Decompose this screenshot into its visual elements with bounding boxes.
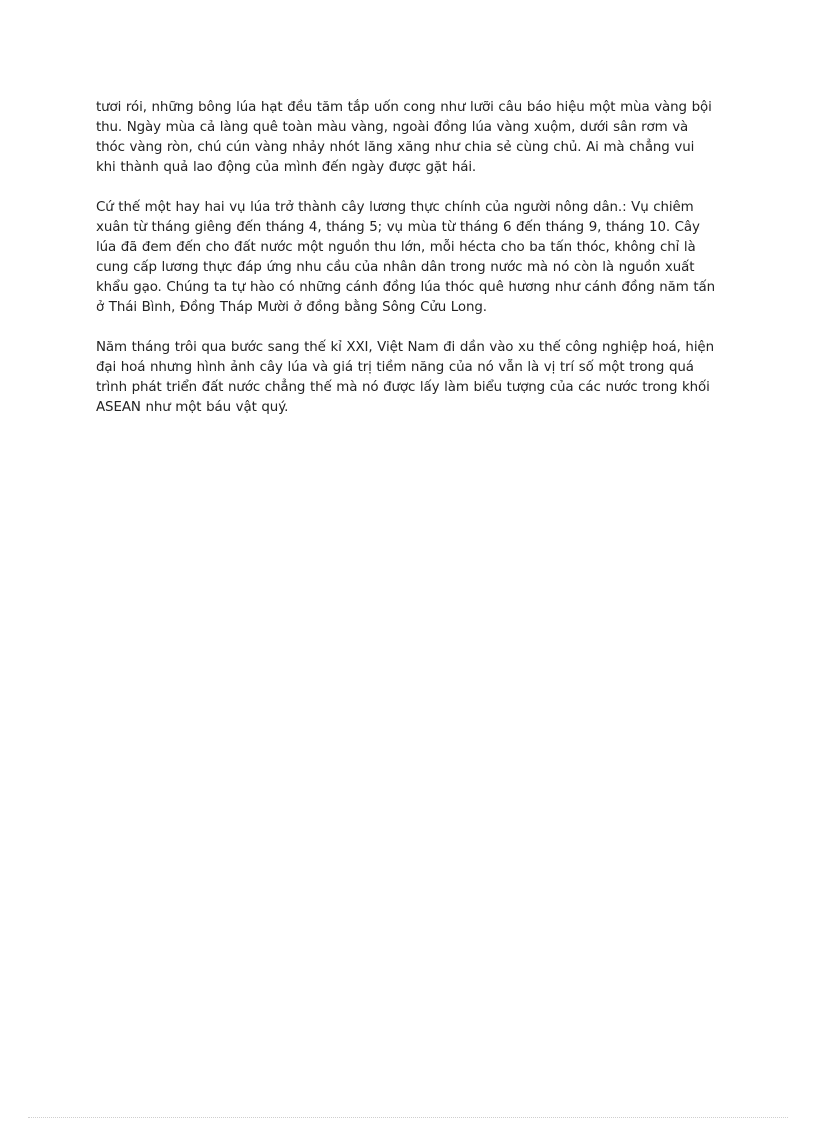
- text-line: khẩu gạo. Chúng ta tự hào có những cánh đồng lúa thóc quê hương như cánh đồng năm tấn: [96, 280, 716, 295]
- text-line: tươi rói, những bông lúa hạt đều tăm tắp uốn cong như lưỡi câu báo hiệu một mùa vàng bội: [96, 100, 712, 115]
- text-line: Năm tháng trôi qua bước sang thế kỉ XXI, Việt Nam đi dần vào xu thế công nghiệp hoá, hiện: [96, 340, 714, 355]
- text-line: xuân từ tháng giêng đến tháng 4, tháng 5; vụ mùa từ tháng 6 đến tháng 9, tháng 10. Cây: [96, 220, 700, 235]
- text-line: ở Thái Bình, Đồng Tháp Mười ở đồng bằng Sông Cửu Long.: [96, 300, 487, 315]
- text-line: thóc vàng ròn, chú cún vàng nhảy nhót lăng xăng như chia sẻ cùng chủ. Ai mà chẳng vui: [96, 140, 695, 155]
- text-line: Cứ thế một hay hai vụ lúa trở thành cây lương thực chính của người nông dân.: Vụ chiêm: [96, 200, 694, 215]
- text-line: thu. Ngày mùa cả làng quê toàn màu vàng, ngoài đồng lúa vàng xuộm, dưới sân rơm và: [96, 120, 689, 135]
- paragraph-crops: [96, 198, 728, 318]
- text-line: cung cấp lương thực đáp ứng nhu cầu của nhân dân trong nước mà nó còn là nguồn xuất: [96, 260, 695, 275]
- paragraph-harvest: [96, 98, 728, 178]
- text-line: khi thành quả lao động của mình đến ngày được gặt hái.: [96, 160, 477, 175]
- text-line: đại hoá nhưng hình ảnh cây lúa và giá trị tiềm năng của nó vẫn là vị trí số một trong quá: [96, 360, 694, 375]
- text-line: ASEAN như một báu vật quý.: [96, 400, 289, 415]
- text-line: trình phát triển đất nước chẳng thế mà nó được lấy làm biểu tượng của các nước trong khối: [96, 380, 710, 395]
- page-bottom-rule: [28, 1117, 788, 1118]
- paragraph-industrialization: [96, 338, 728, 418]
- document-body: [96, 98, 728, 438]
- text-line: lúa đã đem đến cho đất nước một nguồn thu lớn, mỗi hécta cho ba tấn thóc, không chỉ là: [96, 240, 696, 255]
